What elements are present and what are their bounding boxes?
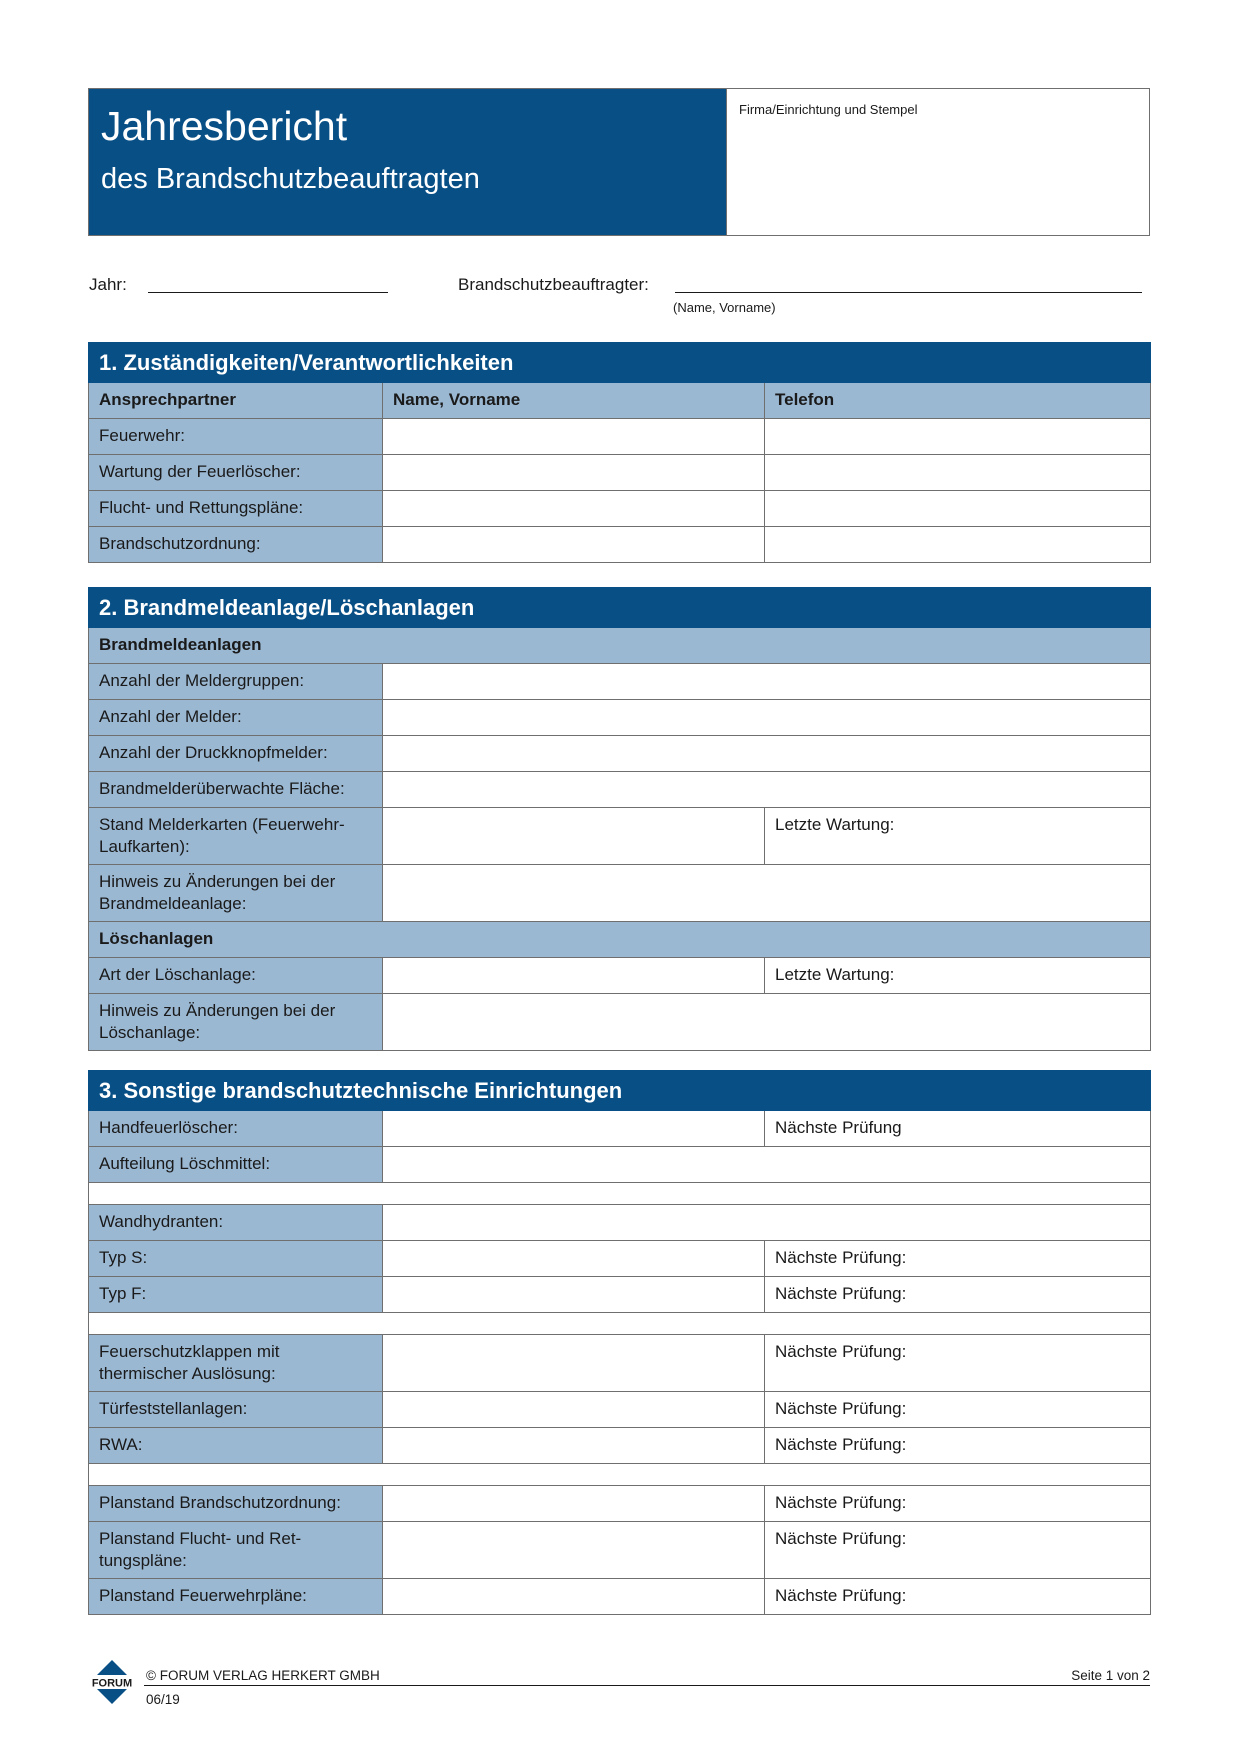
next-check-field[interactable]: Nächste Prüfung: (765, 1335, 1151, 1392)
row-label: Planstand Brandschutzordnung: (89, 1486, 383, 1522)
value-input[interactable] (383, 958, 765, 994)
row-label: Anzahl der Melder: (89, 700, 383, 736)
subheader-bma: Brandmeldeanlagen (89, 628, 1151, 664)
col-header-name: Name, Vorname (383, 383, 765, 419)
value-input[interactable] (383, 1205, 1151, 1241)
row-label: RWA: (89, 1428, 383, 1464)
value-input[interactable] (383, 1147, 1151, 1183)
row-label: Typ S: (89, 1241, 383, 1277)
spacer-row (89, 1183, 1151, 1205)
value-input[interactable] (383, 994, 1151, 1051)
row-label: Hinweis zu Änderungen bei der Brandmeldeanlage: (89, 865, 383, 922)
phone-input[interactable] (765, 491, 1151, 527)
title-box (89, 89, 726, 235)
row-label: Feuerschutzklappen mit thermischer Auslösung: (89, 1335, 383, 1392)
report-header (88, 88, 1150, 236)
subheader-la: Löschanlagen (89, 922, 1151, 958)
row-label: Planstand Flucht- und Ret-tungspläne: (89, 1522, 383, 1579)
spacer-row (89, 1464, 1151, 1486)
value-input[interactable] (383, 1241, 765, 1277)
last-service-field[interactable]: Letzte Wartung: (765, 958, 1151, 994)
officer-label: Brandschutzbeauftragter: (458, 275, 649, 294)
col-header-phone: Telefon (765, 383, 1151, 419)
next-check-field[interactable]: Nächste Prüfung: (765, 1428, 1151, 1464)
row-label: Türfeststellanlagen: (89, 1392, 383, 1428)
row-label: Flucht- und Rettungspläne: (89, 491, 383, 527)
logo-text: FORUM (91, 1677, 133, 1690)
year-label: Jahr: (89, 275, 127, 294)
row-label: Typ F: (89, 1277, 383, 1313)
next-check-field[interactable]: Nächste Prüfung: (765, 1522, 1151, 1579)
section-3-table (88, 1070, 1151, 1615)
next-check-field[interactable]: Nächste Prüfung: (765, 1579, 1151, 1615)
stamp-field[interactable] (726, 89, 1149, 235)
value-input[interactable] (383, 1277, 765, 1313)
phone-input[interactable] (765, 455, 1151, 491)
section-2-table (88, 587, 1151, 1051)
phone-input[interactable] (765, 527, 1151, 563)
row-label: Stand Melderkarten (Feuerwehr-Laufkarten): (89, 808, 383, 865)
row-label: Handfeuerlöscher: (89, 1111, 383, 1147)
year-field[interactable] (148, 292, 388, 293)
value-input[interactable] (383, 1392, 765, 1428)
value-input[interactable] (383, 772, 1151, 808)
value-input[interactable] (383, 664, 1151, 700)
row-label: Hinweis zu Änderungen bei der Löschanlage: (89, 994, 383, 1051)
officer-hint: (Name, Vorname) (673, 300, 776, 315)
next-check-field[interactable]: Nächste Prüfung: (765, 1392, 1151, 1428)
name-input[interactable] (383, 419, 765, 455)
next-check-field[interactable]: Nächste Prüfung: (765, 1486, 1151, 1522)
next-check-field[interactable]: Nächste Prüfung: (765, 1241, 1151, 1277)
name-input[interactable] (383, 455, 765, 491)
row-label: Planstand Feuerwehrpläne: (89, 1579, 383, 1615)
footer-publisher: © FORUM VERLAG HERKERT GMBH (146, 1668, 380, 1683)
row-label: Wandhydranten: (89, 1205, 383, 1241)
next-check-field[interactable]: Nächste Prüfung: (765, 1277, 1151, 1313)
footer-edition: 06/19 (146, 1692, 180, 1707)
section-1-table (88, 342, 1151, 563)
last-service-field[interactable]: Letzte Wartung: (765, 808, 1151, 865)
footer-page-number: Seite 1 von 2 (1071, 1668, 1150, 1683)
value-input[interactable] (383, 1486, 765, 1522)
value-input[interactable] (383, 700, 1151, 736)
section-3-title: 3. Sonstige brandschutztechnische Einrichtungen (89, 1071, 1151, 1111)
forum-logo-icon (88, 1658, 136, 1706)
row-label: Brandmelderüberwachte Fläche: (89, 772, 383, 808)
page-subtitle: des Brandschutzbeauftragten (101, 163, 480, 195)
value-input[interactable] (383, 865, 1151, 922)
officer-field[interactable] (675, 292, 1142, 293)
row-label: Art der Löschanlage: (89, 958, 383, 994)
page-title: Jahresbericht (101, 103, 348, 149)
value-input[interactable] (383, 1111, 765, 1147)
col-header-contact: Ansprechpartner (89, 383, 383, 419)
row-label: Wartung der Feuerlöscher: (89, 455, 383, 491)
row-label: Anzahl der Druckknopfmelder: (89, 736, 383, 772)
spacer-row (89, 1313, 1151, 1335)
value-input[interactable] (383, 1428, 765, 1464)
phone-input[interactable] (765, 419, 1151, 455)
value-input[interactable] (383, 1579, 765, 1615)
row-label: Brandschutzordnung: (89, 527, 383, 563)
footer-divider (144, 1685, 1150, 1686)
row-label: Aufteilung Löschmittel: (89, 1147, 383, 1183)
next-check-field[interactable]: Nächste Prüfung (765, 1111, 1151, 1147)
name-input[interactable] (383, 491, 765, 527)
row-label: Feuerwehr: (89, 419, 383, 455)
stamp-label: Firma/Einrichtung und Stempel (739, 102, 918, 117)
value-input[interactable] (383, 1335, 765, 1392)
value-input[interactable] (383, 736, 1151, 772)
name-input[interactable] (383, 527, 765, 563)
section-2-title: 2. Brandmeldeanlage/Löschanlagen (89, 588, 1151, 628)
value-input[interactable] (383, 1522, 765, 1579)
value-input[interactable] (383, 808, 765, 865)
section-1-title: 1. Zuständigkeiten/Verantwortlichkeiten (89, 343, 1151, 383)
row-label: Anzahl der Meldergruppen: (89, 664, 383, 700)
